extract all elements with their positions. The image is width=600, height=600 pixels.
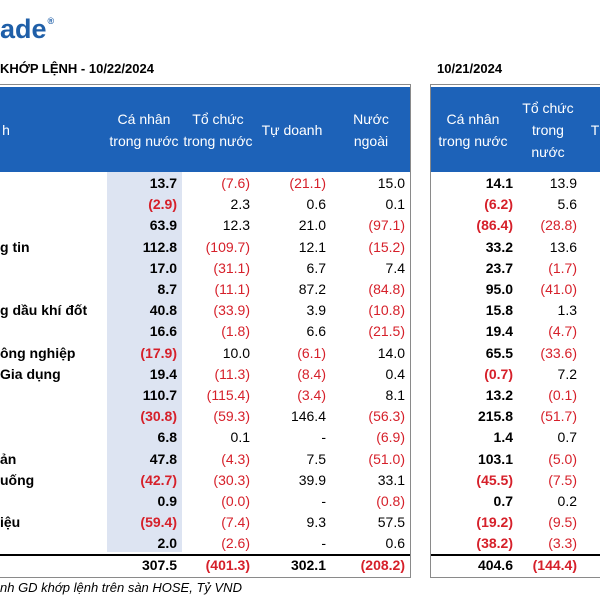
cell-proprietary: 9.3 — [306, 514, 326, 531]
header-institution-prev: Tổ chức trong nước — [522, 99, 574, 160]
cell-institution-prev: 0.2 — [557, 493, 577, 509]
cell-individual-prev: 14.1 — [485, 175, 513, 191]
cell-individual-prev: 13.2 — [485, 387, 513, 403]
cell-foreign: (97.1) — [368, 217, 405, 234]
header-sector: h — [2, 121, 10, 138]
cell-proprietary: 12.1 — [298, 238, 326, 255]
cell-foreign: 0.6 — [385, 535, 405, 552]
row-label: g dầu khí đốt — [0, 302, 88, 319]
cell-proprietary: - — [321, 535, 326, 552]
cell-individual: 2.0 — [157, 535, 177, 552]
cell-individual: 16.6 — [149, 323, 177, 340]
cell-individual: 6.8 — [157, 429, 177, 446]
total-individual-prev: 404.6 — [477, 557, 513, 573]
cell-proprietary: 6.7 — [306, 259, 326, 276]
cell-individual: (17.9) — [140, 344, 177, 361]
cell-individual: 19.4 — [149, 365, 177, 382]
header-proprietary: Tự doanh — [261, 121, 323, 138]
cell-institution-prev: (7.5) — [548, 471, 577, 488]
cell-institution: 0.1 — [230, 429, 250, 446]
cell-foreign: 33.1 — [377, 471, 405, 488]
cell-institution-prev: 7.2 — [557, 365, 577, 382]
footnote: nh GD khớp lệnh trên sàn HOSE, Tỷ VND — [0, 580, 242, 595]
row-label: g tin — [0, 238, 30, 255]
cell-institution-prev: (51.7) — [540, 408, 577, 425]
cell-institution-prev: (3.3) — [548, 535, 577, 552]
table-row — [0, 173, 600, 194]
cell-individual: (2.9) — [148, 196, 177, 213]
cell-individual-prev: (38.2) — [476, 535, 513, 552]
cell-proprietary: (21.1) — [289, 175, 326, 191]
header-foreign: Nước ngoài — [353, 110, 389, 149]
cell-institution-prev: (9.5) — [548, 514, 577, 531]
cell-individual: 110.7 — [142, 387, 177, 403]
table-row — [0, 470, 600, 491]
table-row — [0, 194, 600, 215]
cell-individual: (59.4) — [140, 514, 177, 531]
cell-institution: (1.8) — [221, 323, 250, 340]
header-proprietary-prev: T — [590, 121, 600, 138]
table-row — [0, 343, 600, 364]
cell-individual-prev: (45.5) — [476, 471, 513, 488]
total-proprietary: 302.1 — [290, 557, 326, 573]
cell-individual-prev: 1.4 — [493, 429, 513, 446]
cell-proprietary: 21.0 — [298, 217, 326, 234]
header-institution: Tổ chức trong nước — [183, 110, 253, 149]
cell-institution: (11.3) — [214, 365, 250, 382]
table-row — [0, 427, 600, 448]
table-row — [0, 491, 600, 512]
cell-individual-prev: 0.7 — [493, 493, 513, 509]
cell-institution-prev: 13.9 — [549, 175, 577, 191]
row-label: iệu — [0, 514, 21, 531]
cell-institution-prev: (4.7) — [548, 323, 577, 340]
cell-individual-prev: 215.8 — [477, 408, 513, 425]
cell-proprietary: 3.9 — [306, 302, 326, 319]
cell-institution-prev: 0.7 — [557, 429, 577, 446]
cell-institution: (31.1) — [213, 259, 250, 276]
cell-proprietary: - — [321, 429, 326, 446]
table-row — [0, 258, 600, 279]
cell-institution: (0.0) — [221, 493, 250, 509]
header-individual: Cá nhân trong nước — [109, 110, 179, 149]
cell-proprietary: 146.4 — [290, 408, 326, 425]
total-foreign: (208.2) — [360, 557, 405, 573]
cell-individual: 0.9 — [157, 493, 177, 509]
cell-foreign: 15.0 — [377, 175, 405, 191]
cell-individual-prev: (0.7) — [484, 365, 513, 382]
cell-foreign: (6.9) — [376, 429, 405, 446]
cell-institution-prev: 5.6 — [557, 196, 577, 213]
cell-individual: 47.8 — [149, 450, 177, 467]
cell-individual: 8.7 — [157, 281, 177, 297]
cell-individual: (30.8) — [140, 408, 177, 425]
table-row — [0, 321, 600, 342]
cell-individual-prev: 19.4 — [485, 323, 513, 340]
table-row — [0, 364, 600, 385]
row-label: ông nghiệp — [0, 344, 76, 361]
cell-foreign: (15.2) — [368, 238, 405, 255]
table-title-left: KHỚP LỆNH - 10/22/2024 — [0, 61, 154, 76]
cell-institution-prev: (41.0) — [540, 281, 577, 297]
cell-individual: 13.7 — [149, 175, 177, 191]
cell-individual: 112.8 — [142, 238, 177, 255]
cell-foreign: 8.1 — [385, 387, 405, 403]
table-row — [0, 512, 600, 533]
cell-individual-prev: 65.5 — [485, 344, 513, 361]
cell-foreign: (10.8) — [368, 302, 405, 319]
cell-institution-prev: 13.6 — [549, 238, 577, 255]
total-individual: 307.5 — [141, 557, 177, 573]
cell-institution: 10.0 — [222, 344, 250, 361]
cell-institution: 12.3 — [222, 217, 250, 234]
cell-foreign: (0.8) — [376, 493, 405, 509]
cell-institution: (11.1) — [214, 281, 250, 297]
cell-individual-prev: (86.4) — [476, 217, 513, 234]
cell-institution: (7.6) — [221, 175, 250, 191]
row-label: ản — [0, 450, 17, 467]
cell-proprietary: - — [321, 493, 326, 509]
table-row — [0, 279, 600, 300]
cell-individual-prev: 33.2 — [485, 238, 513, 255]
cell-individual-prev: 95.0 — [485, 281, 513, 297]
cell-institution-prev: (28.8) — [540, 217, 577, 234]
table-row — [0, 215, 600, 236]
cell-foreign: 7.4 — [385, 259, 405, 276]
total-institution: (401.3) — [205, 557, 250, 573]
cell-institution: 2.3 — [230, 196, 250, 213]
brand-logo: ade® — [0, 14, 55, 44]
table-row — [0, 237, 600, 258]
table-row — [0, 385, 600, 406]
cell-institution: (33.9) — [213, 302, 250, 319]
table-header-right — [431, 87, 600, 172]
cell-individual-prev: 23.7 — [485, 259, 513, 276]
cell-individual: (42.7) — [140, 471, 177, 488]
table-row — [0, 533, 600, 554]
table-header-left — [0, 87, 410, 172]
table-title-right: 10/21/2024 — [437, 61, 503, 76]
table-row — [0, 449, 600, 470]
cell-institution-prev: (33.6) — [540, 344, 577, 361]
cell-foreign: (84.8) — [368, 281, 405, 297]
cell-institution: (109.7) — [205, 238, 250, 255]
cell-institution: (59.3) — [213, 408, 250, 425]
cell-institution: (2.6) — [221, 535, 250, 552]
row-label: uống — [0, 471, 35, 488]
cell-individual-prev: (19.2) — [476, 514, 513, 531]
cell-foreign: (51.0) — [368, 450, 405, 467]
cell-institution-prev: 1.3 — [557, 302, 577, 319]
cell-institution: (7.4) — [221, 514, 250, 531]
cell-proprietary: (3.4) — [297, 387, 326, 403]
cell-foreign: (21.5) — [368, 323, 405, 340]
table-row — [0, 406, 600, 427]
cell-proprietary: (8.4) — [297, 365, 326, 382]
cell-proprietary: 87.2 — [298, 281, 326, 297]
cell-proprietary: 39.9 — [298, 471, 326, 488]
cell-institution: (30.3) — [213, 471, 250, 488]
cell-foreign: 0.4 — [385, 365, 405, 382]
cell-individual: 17.0 — [149, 259, 177, 276]
cell-proprietary: 7.5 — [306, 450, 326, 467]
cell-individual-prev: 15.8 — [485, 302, 513, 319]
cell-institution-prev: (1.7) — [548, 259, 577, 276]
header-individual-prev: Cá nhân trong nước — [438, 110, 508, 149]
cell-individual-prev: (6.2) — [484, 196, 513, 213]
cell-institution: (4.3) — [221, 450, 250, 467]
cell-proprietary: 6.6 — [306, 323, 326, 340]
cell-foreign: 57.5 — [377, 514, 405, 531]
total-row — [0, 555, 600, 576]
cell-proprietary: (6.1) — [297, 344, 326, 361]
cell-institution-prev: (5.0) — [548, 450, 577, 467]
cell-individual-prev: 103.1 — [477, 450, 513, 467]
cell-foreign: (56.3) — [368, 408, 405, 425]
cell-foreign: 14.0 — [377, 344, 405, 361]
cell-institution: (115.4) — [206, 387, 250, 403]
cell-institution-prev: (0.1) — [548, 387, 577, 403]
cell-foreign: 0.1 — [385, 196, 405, 213]
cell-proprietary: 0.6 — [306, 196, 326, 213]
total-institution-prev: (144.4) — [532, 557, 577, 573]
cell-individual: 63.9 — [149, 217, 177, 234]
row-label: Gia dụng — [0, 365, 61, 382]
cell-individual: 40.8 — [149, 302, 177, 319]
table-row — [0, 300, 600, 321]
